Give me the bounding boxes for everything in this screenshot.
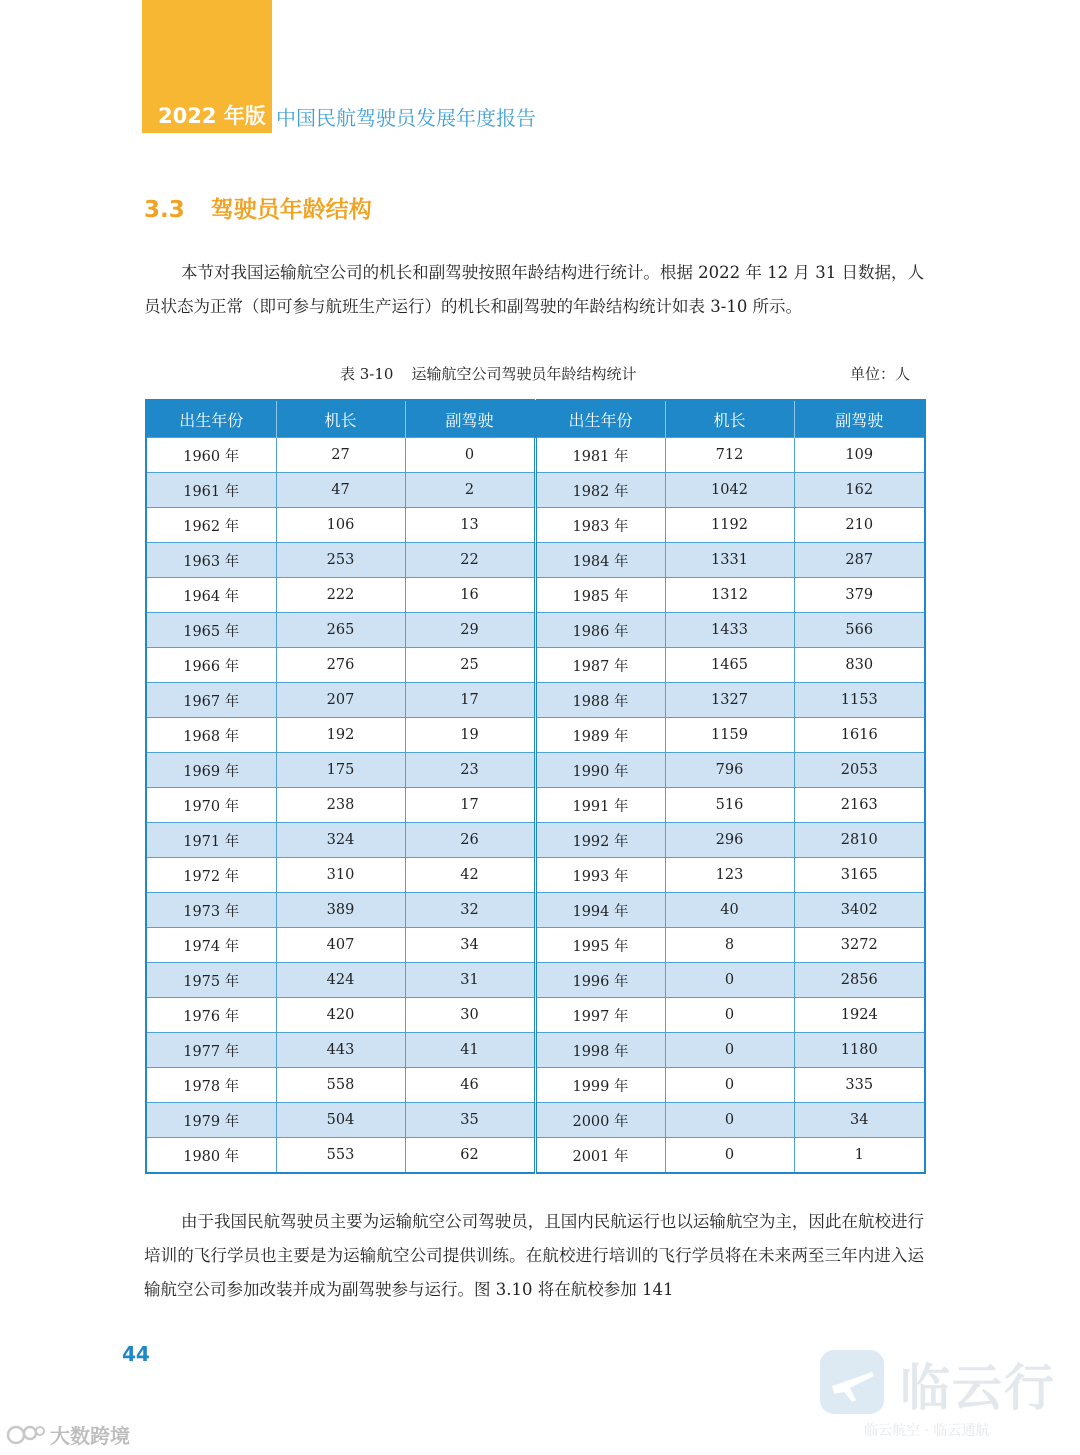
report-title: 中国民航驾驶员发展年度报告 (276, 106, 536, 130)
section-number: 3.3 (144, 197, 185, 223)
table-cell: 1969 年 (146, 753, 276, 788)
table-caption-title: 运输航空公司驾驶员年龄结构统计 (411, 365, 637, 383)
table-cell: 1972 年 (146, 858, 276, 893)
chat-bubble-logo-icon (6, 1423, 46, 1447)
table-row (146, 1033, 925, 1068)
table-row (146, 438, 925, 473)
column-header: 机长 (665, 400, 794, 438)
watermark-left (6, 1420, 130, 1449)
column-header: 出生年份 (146, 400, 276, 438)
table-row (146, 1068, 925, 1103)
table-caption (340, 363, 636, 384)
table-cell: 424 (276, 963, 405, 998)
table-cell: 1327 (665, 683, 794, 718)
table-cell: 389 (276, 893, 405, 928)
table-cell: 1997 年 (535, 998, 665, 1033)
section-title: 驾驶员年龄结构 (210, 197, 372, 223)
table-cell: 238 (276, 788, 405, 823)
table-cell: 1967 年 (146, 683, 276, 718)
column-header: 机长 (276, 400, 405, 438)
table-cell: 25 (405, 648, 535, 683)
table-cell: 276 (276, 648, 405, 683)
table-row (146, 893, 925, 928)
table-cell: 2810 (794, 823, 925, 858)
table-cell: 1960 年 (146, 438, 276, 473)
table-cell: 22 (405, 543, 535, 578)
table-cell: 2001 年 (535, 1138, 665, 1174)
table-cell: 1192 (665, 508, 794, 543)
age-structure-table (145, 399, 926, 1174)
table-cell: 379 (794, 578, 925, 613)
table-cell: 30 (405, 998, 535, 1033)
table-row (146, 508, 925, 543)
table-cell: 162 (794, 473, 925, 508)
table-cell: 287 (794, 543, 925, 578)
table-cell: 1924 (794, 998, 925, 1033)
table-cell: 40 (665, 893, 794, 928)
table-cell: 335 (794, 1068, 925, 1103)
table-cell: 34 (405, 928, 535, 963)
table-caption-number: 表 3-10 (340, 365, 394, 383)
table-cell: 1965 年 (146, 613, 276, 648)
table-cell: 1966 年 (146, 648, 276, 683)
watermark-left-text: 大数跨境 (50, 1424, 130, 1448)
table-cell: 222 (276, 578, 405, 613)
table-cell: 2163 (794, 788, 925, 823)
table-cell: 1995 年 (535, 928, 665, 963)
table-row (146, 578, 925, 613)
table-cell: 830 (794, 648, 925, 683)
table-cell: 46 (405, 1068, 535, 1103)
table-cell: 253 (276, 543, 405, 578)
table-cell: 1980 年 (146, 1138, 276, 1174)
table-header-row (146, 400, 925, 438)
table-cell: 712 (665, 438, 794, 473)
table-row (146, 928, 925, 963)
table-cell: 47 (276, 473, 405, 508)
table-row (146, 823, 925, 858)
table-cell: 1991 年 (535, 788, 665, 823)
table-cell: 62 (405, 1138, 535, 1174)
table-row (146, 473, 925, 508)
table-cell: 443 (276, 1033, 405, 1068)
table-cell: 26 (405, 823, 535, 858)
table-row (146, 613, 925, 648)
airplane-logo-icon (820, 1350, 884, 1414)
table-cell: 1985 年 (535, 578, 665, 613)
table-cell: 1976 年 (146, 998, 276, 1033)
table-cell: 1968 年 (146, 718, 276, 753)
table-cell: 1992 年 (535, 823, 665, 858)
watermark-right (820, 1346, 1060, 1446)
table-cell: 17 (405, 788, 535, 823)
table-cell: 1970 年 (146, 788, 276, 823)
page-number: 44 (122, 1342, 150, 1366)
table-row (146, 998, 925, 1033)
table-cell: 1974 年 (146, 928, 276, 963)
table-cell: 1989 年 (535, 718, 665, 753)
table-row (146, 753, 925, 788)
table-cell: 1973 年 (146, 893, 276, 928)
table-cell: 3272 (794, 928, 925, 963)
table-cell: 1979 年 (146, 1103, 276, 1138)
table-row (146, 718, 925, 753)
table-cell: 19 (405, 718, 535, 753)
table-cell: 0 (665, 1103, 794, 1138)
table-cell: 0 (665, 1138, 794, 1174)
table-cell: 42 (405, 858, 535, 893)
column-header: 副驾驶 (794, 400, 925, 438)
table-cell: 558 (276, 1068, 405, 1103)
table-row (146, 963, 925, 998)
table-cell: 29 (405, 613, 535, 648)
table-cell: 1994 年 (535, 893, 665, 928)
table-cell: 1433 (665, 613, 794, 648)
table-cell: 566 (794, 613, 925, 648)
table-cell: 16 (405, 578, 535, 613)
table-row (146, 1138, 925, 1174)
table-cell: 1961 年 (146, 473, 276, 508)
table-cell: 1616 (794, 718, 925, 753)
table-cell: 2053 (794, 753, 925, 788)
table-cell: 1983 年 (535, 508, 665, 543)
table-cell: 310 (276, 858, 405, 893)
table-cell: 32 (405, 893, 535, 928)
table-cell: 1964 年 (146, 578, 276, 613)
followup-paragraph: 由于我国民航驾驶员主要为运输航空公司驾驶员，且国内民航运行也以运输航空为主，因此在航校进行培训的飞行学员也主要是为运输航空公司提供训练。在航校进行培训的飞行学员将在未来两至三年内进入运输航空公司参加改装并成为副驾驶参与运行。图 3.10 将在航校参加 141 (144, 1212, 924, 1299)
table-cell: 13 (405, 508, 535, 543)
table-cell: 210 (794, 508, 925, 543)
table-cell: 296 (665, 823, 794, 858)
table-cell: 1990 年 (535, 753, 665, 788)
table-cell: 1977 年 (146, 1033, 276, 1068)
table-cell: 8 (665, 928, 794, 963)
table-cell: 407 (276, 928, 405, 963)
table-cell: 192 (276, 718, 405, 753)
table-cell: 1999 年 (535, 1068, 665, 1103)
table-cell: 1987 年 (535, 648, 665, 683)
table-cell: 1 (794, 1138, 925, 1174)
table-cell: 2856 (794, 963, 925, 998)
table-cell: 324 (276, 823, 405, 858)
table-cell: 3165 (794, 858, 925, 893)
table-cell: 0 (665, 963, 794, 998)
table-cell: 1159 (665, 718, 794, 753)
table-row (146, 1103, 925, 1138)
table-cell: 796 (665, 753, 794, 788)
table-cell: 1982 年 (535, 473, 665, 508)
table-unit: 单位：人 (850, 365, 911, 383)
table-cell: 1975 年 (146, 963, 276, 998)
table-cell: 1963 年 (146, 543, 276, 578)
table-cell: 1971 年 (146, 823, 276, 858)
table-cell: 0 (405, 438, 535, 473)
table-row (146, 858, 925, 893)
table-cell: 123 (665, 858, 794, 893)
table-cell: 207 (276, 683, 405, 718)
intro-paragraph: 本节对我国运输航空公司的机长和副驾驶按照年龄结构进行统计。根据 2022 年 12 月 31 日数据，人员状态为正常（即可参与航班生产运行）的机长和副驾驶的年龄结构统计如表 3-10 所示。 (144, 263, 924, 316)
table-cell: 1981 年 (535, 438, 665, 473)
table-cell: 553 (276, 1138, 405, 1174)
table-row (146, 648, 925, 683)
table-cell: 1180 (794, 1033, 925, 1068)
table-cell: 1465 (665, 648, 794, 683)
table-cell: 34 (794, 1103, 925, 1138)
table-cell: 265 (276, 613, 405, 648)
table-cell: 0 (665, 1033, 794, 1068)
table-cell: 1962 年 (146, 508, 276, 543)
column-header: 出生年份 (535, 400, 665, 438)
table-cell: 1312 (665, 578, 794, 613)
table-cell: 1998 年 (535, 1033, 665, 1068)
table-cell: 23 (405, 753, 535, 788)
year-label: 2022 年版 (158, 104, 266, 128)
table-cell: 1153 (794, 683, 925, 718)
table-cell: 31 (405, 963, 535, 998)
table-row (146, 543, 925, 578)
table-cell: 0 (665, 998, 794, 1033)
table-cell: 27 (276, 438, 405, 473)
table-cell: 1984 年 (535, 543, 665, 578)
table-cell: 1986 年 (535, 613, 665, 648)
table-cell: 1996 年 (535, 963, 665, 998)
table-cell: 516 (665, 788, 794, 823)
table-cell: 41 (405, 1033, 535, 1068)
table-cell: 1988 年 (535, 683, 665, 718)
table-cell: 1331 (665, 543, 794, 578)
year-tab (142, 0, 272, 133)
table-row (146, 788, 925, 823)
table-cell: 2000 年 (535, 1103, 665, 1138)
table-body (146, 438, 925, 1174)
column-header: 副驾驶 (405, 400, 535, 438)
table-cell: 17 (405, 683, 535, 718)
table-cell: 3402 (794, 893, 925, 928)
table-cell: 0 (665, 1068, 794, 1103)
table-cell: 175 (276, 753, 405, 788)
watermark-right-sub: 临云航空 · 临云通航 (864, 1423, 990, 1439)
table-row (146, 683, 925, 718)
table-cell: 35 (405, 1103, 535, 1138)
table-cell: 109 (794, 438, 925, 473)
table-cell: 1042 (665, 473, 794, 508)
table-cell: 2 (405, 473, 535, 508)
table-cell: 106 (276, 508, 405, 543)
table-cell: 420 (276, 998, 405, 1033)
table-cell: 504 (276, 1103, 405, 1138)
section-heading (144, 191, 372, 224)
table-cell: 1978 年 (146, 1068, 276, 1103)
table-cell: 1993 年 (535, 858, 665, 893)
watermark-right-name: 临云行 (900, 1359, 1056, 1417)
